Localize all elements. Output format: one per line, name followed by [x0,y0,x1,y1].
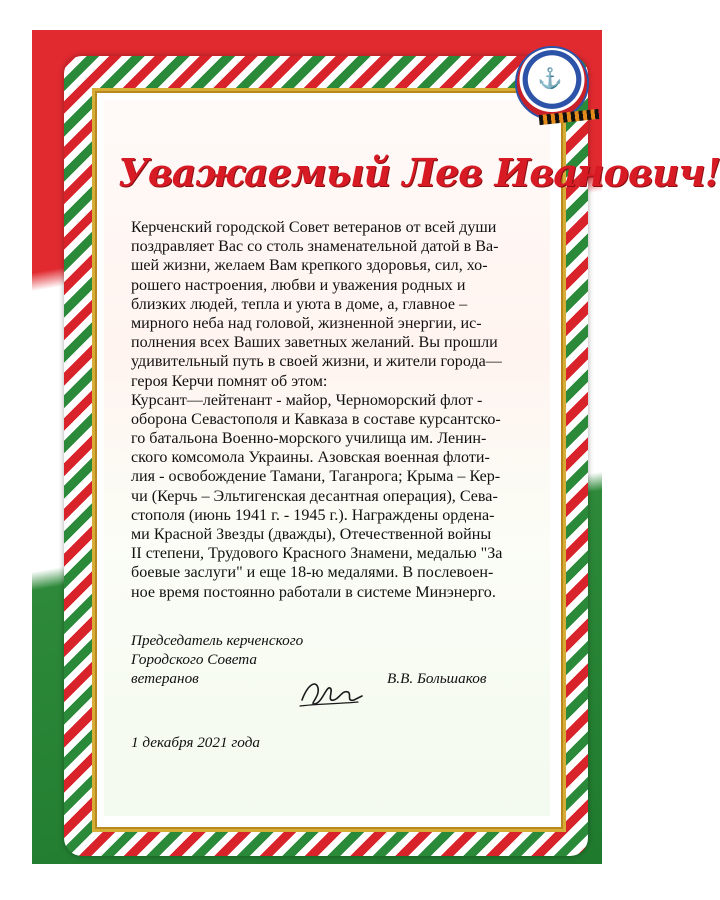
body-line: боевые заслуги" и еще 18-ю медалями. В послевоен- [131,564,494,582]
body-line: ное время постоянно работали в системе Минэнерго. [131,583,496,601]
body-line: II степени, Трудового Красного Знамени, медалью "За [131,545,503,563]
letter-date: 1 декабря 2021 года [131,734,260,751]
body-line: ми Красной Звезды (дважды), Отечественной войны [131,526,492,543]
body-line: ского комсомола Украины. Азовская военная флоти- [131,449,490,467]
body-line: близких людей, тепла и уюта в доме, а, главное – [131,295,468,313]
body-line: мирного неба над головой, жизненной энергии, ис- [131,314,482,332]
body-line: шей жизни, желаем Вам крепкого здоровья, сил, хо- [131,257,488,275]
body-line: Керченский городской Совет ветеранов от всей души [131,219,497,236]
body-line: го батальона Военно-морского училища им. Ленин- [131,430,487,448]
body-line: поздравляет Вас со столь знаменательной датой в Ва- [131,238,499,256]
body-line: рошего настроения, любви и уважения родных и [131,276,466,294]
body-line: героя Керчи помнят об этом: [131,372,328,390]
signer-name: В.В. Большаков [387,670,487,687]
emblem-anchor-icon: ⚓ [537,68,563,90]
body-line: полнения всех Ваших заветных желаний. Вы прошли [131,334,498,352]
signer-title-line1: Председатель керченского [131,632,304,649]
handwritten-signature [296,674,366,712]
veterans-council-emblem [511,46,601,128]
body-line: удивительный путь в своей жизни, и жители города— [131,353,502,371]
signer-title-line3: ветеранов [131,670,199,687]
body-line: лия - освобождение Тамани, Таганрога; Крыма – Кер- [131,468,501,486]
body-line: чи (Керчь – Эльтигенская десантная операция), Сева- [131,487,498,505]
signer-title-line2: Городского Совета [131,651,258,668]
greeting-heading: Уважаемый Лев Иванович! [118,150,720,195]
body-line: оборона Севастополя и Кавказа в составе курсантско- [131,410,501,428]
letter-body [131,218,523,602]
body-line: стополя (июнь 1941 г. - 1945 г.). Награждены ордена- [131,506,495,524]
body-line: Курсант—лейтенант - майор, Черноморский флот - [131,391,483,409]
